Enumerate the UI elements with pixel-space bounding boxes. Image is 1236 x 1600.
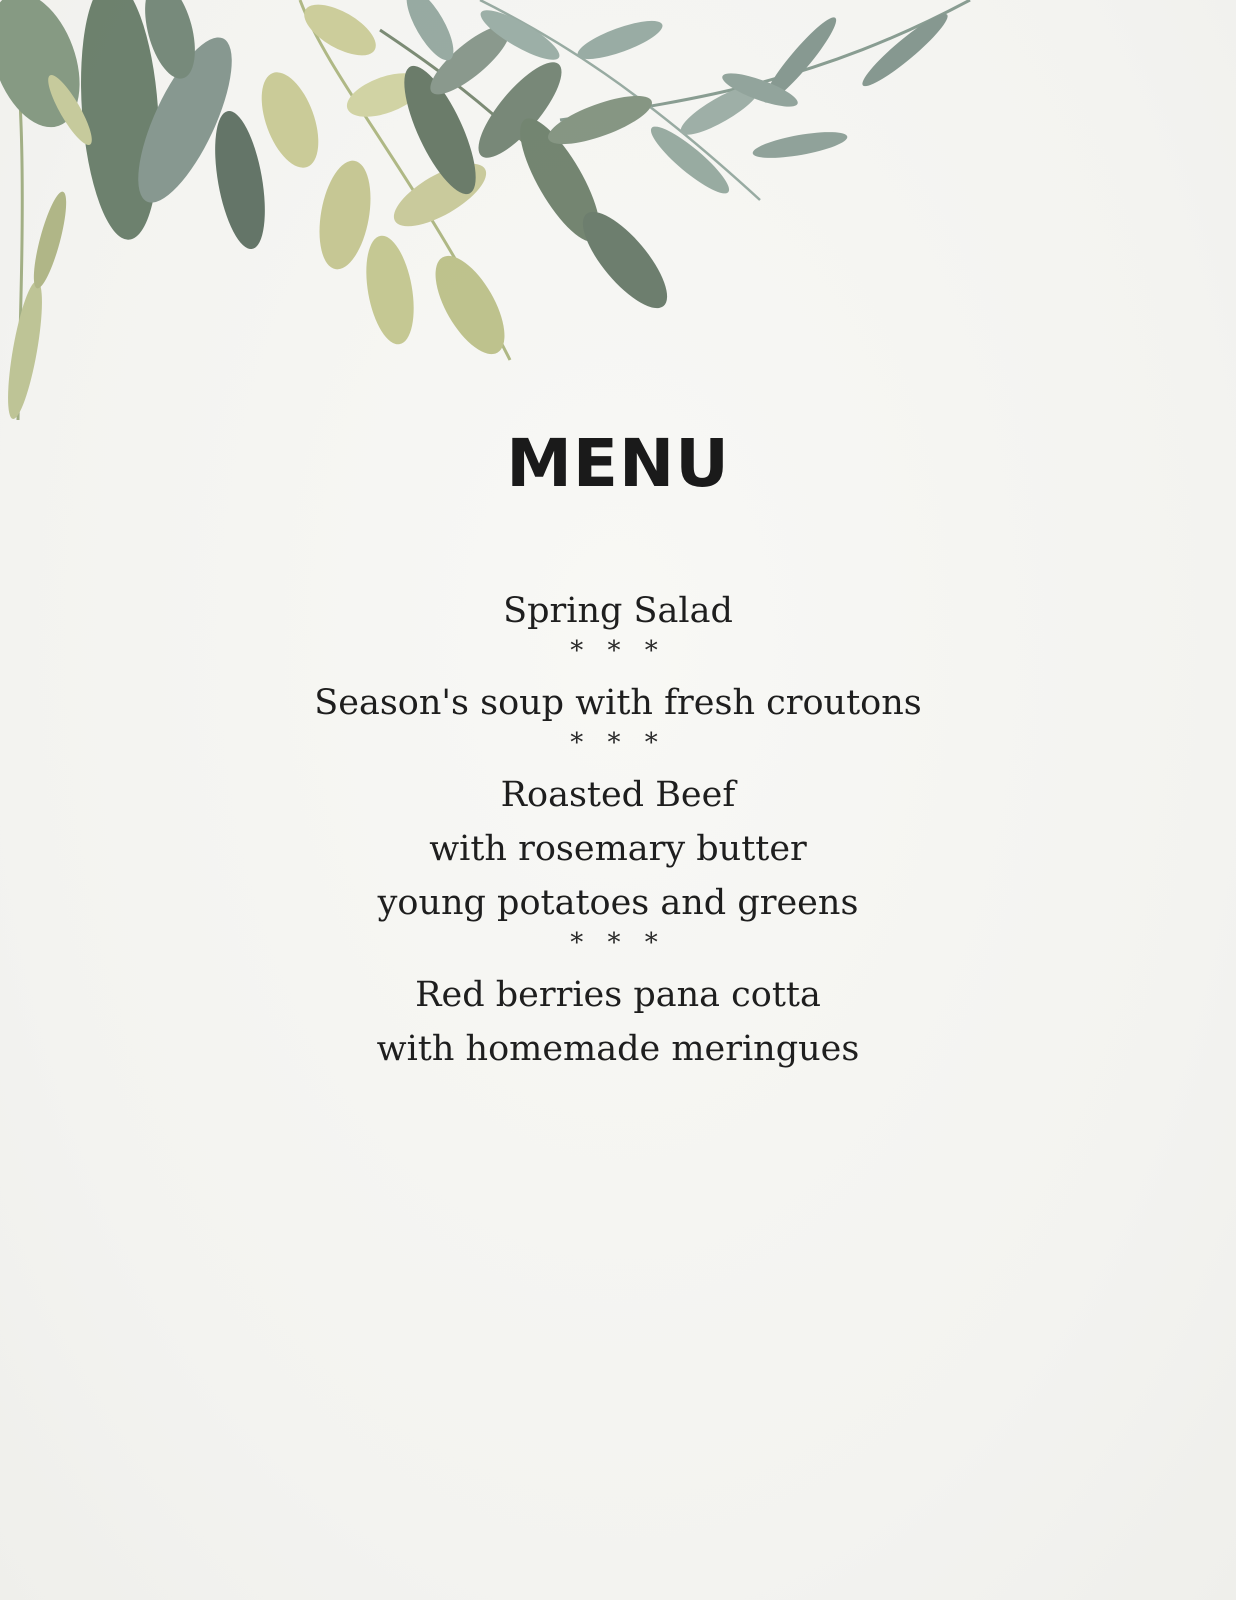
course-line: with homemade meringues (376, 1029, 860, 1069)
course-line: Season's soup with fresh croutons (314, 683, 922, 723)
course-line: with rosemary butter (429, 829, 807, 869)
course-main (0, 768, 1236, 930)
menu-courses (0, 584, 1236, 1076)
course-dessert (0, 968, 1236, 1076)
menu-title: MENU (506, 425, 730, 502)
watercolor-foliage-illustration (0, 0, 1000, 440)
course-line: Red berries pana cotta (415, 975, 821, 1015)
course-line: Spring Salad (503, 591, 733, 631)
course-line: young potatoes and greens (377, 883, 859, 923)
course-separator: * * * (570, 728, 666, 758)
course-separator: * * * (570, 636, 666, 666)
course-line: Roasted Beef (500, 775, 736, 815)
course-separator: * * * (570, 928, 666, 958)
